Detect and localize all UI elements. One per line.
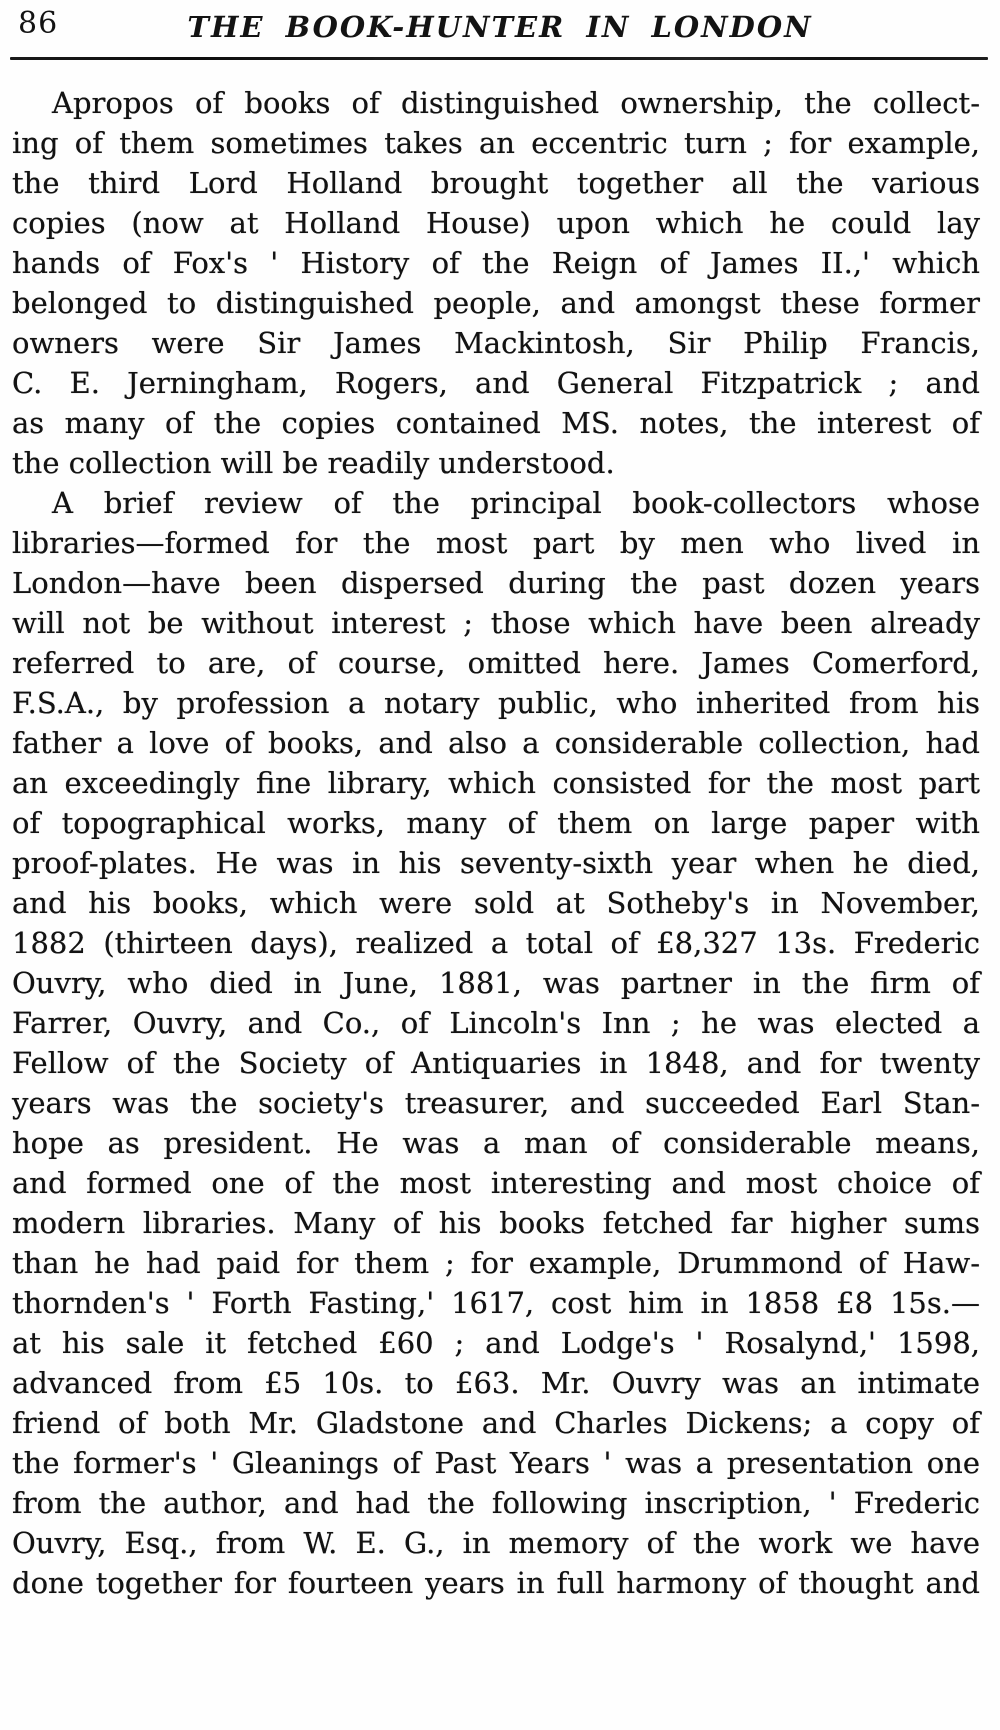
text-line: done together for fourteen years in full harmony of thought and: [12, 1566, 980, 1600]
text-line: the former's ' Gleanings of Past Years ' was a presentation one: [12, 1446, 980, 1480]
text-line: Ouvry, Esq., from W. E. G., in memory of the work we have: [12, 1526, 980, 1560]
text-line: and formed one of the most interesting and most choice of: [12, 1166, 980, 1200]
text-line: proof-plates. He was in his seventy-sixth year when he died,: [12, 846, 980, 880]
text-line: advanced from £5 10s. to £63. Mr. Ouvry was an intimate: [12, 1366, 980, 1400]
text-line: as many of the copies contained MS. notes, the interest of: [12, 406, 980, 440]
text-line: the third Lord Holland brought together all the various: [12, 166, 980, 200]
text-line: thornden's ' Forth Fasting,' 1617, cost him in 1858 £8 15s.—: [12, 1286, 980, 1320]
text-line: will not be without interest ; those which have been already: [12, 606, 980, 640]
text-line: and his books, which were sold at Sotheby's in November,: [12, 886, 980, 920]
text-line: libraries—formed for the most part by men who lived in: [12, 526, 980, 560]
text-line: referred to are, of course, omitted here. James Comerford,: [12, 646, 980, 680]
text-line: father a love of books, and also a considerable collection, had: [12, 726, 980, 760]
text-line: hope as president. He was a man of considerable means,: [12, 1126, 980, 1160]
text-line: owners were Sir James Mackintosh, Sir Philip Francis,: [12, 326, 980, 360]
page-number: 86: [18, 6, 59, 41]
text-line: Farrer, Ouvry, and Co., of Lincoln's Inn ; he was elected a: [12, 1006, 980, 1040]
page-header: [0, 0, 1000, 57]
text-line: Apropos of books of distinguished ownership, the collect-: [52, 86, 980, 120]
text-line: ing of them sometimes takes an eccentric turn ; for example,: [12, 126, 980, 160]
text-line: London—have been dispersed during the past dozen years: [12, 566, 980, 600]
paragraph: [12, 83, 980, 483]
text-line: F.S.A., by profession a notary public, who inherited from his: [12, 686, 980, 720]
text-line: the collection will be readily understood.: [12, 446, 615, 480]
text-line: an exceedingly fine library, which consisted for the most part: [12, 766, 980, 800]
text-line: belonged to distinguished people, and amongst these former: [12, 286, 980, 320]
text-line: Fellow of the Society of Antiquaries in 1848, and for twenty: [12, 1046, 980, 1080]
text-line: modern libraries. Many of his books fetched far higher sums: [12, 1206, 980, 1240]
text-line: years was the society's treasurer, and succeeded Earl Stan-: [12, 1086, 980, 1120]
text-line: friend of both Mr. Gladstone and Charles Dickens; a copy of: [12, 1406, 980, 1440]
text-line: C. E. Jerningham, Rogers, and General Fitzpatrick ; and: [12, 366, 980, 400]
text-line: copies (now at Holland House) upon which he could lay: [12, 206, 980, 240]
text-body: [0, 60, 1000, 1603]
text-line: than he had paid for them ; for example, Drummond of Haw-: [12, 1246, 980, 1280]
running-title: THE BOOK-HUNTER IN LONDON: [187, 10, 813, 44]
text-line: 1882 (thirteen days), realized a total of £8,327 13s. Frederic: [12, 926, 980, 960]
text-line: of topographical works, many of them on large paper with: [12, 806, 980, 840]
text-line: Ouvry, who died in June, 1881, was partner in the firm of: [12, 966, 980, 1000]
text-line: at his sale it fetched £60 ; and Lodge's ' Rosalynd,' 1598,: [12, 1326, 980, 1360]
text-line: from the author, and had the following inscription, ' Frederic: [12, 1486, 980, 1520]
paragraph: [12, 483, 980, 1603]
text-line: hands of Fox's ' History of the Reign of James II.,' which: [12, 246, 980, 280]
text-line: A brief review of the principal book-collectors whose: [52, 486, 980, 520]
